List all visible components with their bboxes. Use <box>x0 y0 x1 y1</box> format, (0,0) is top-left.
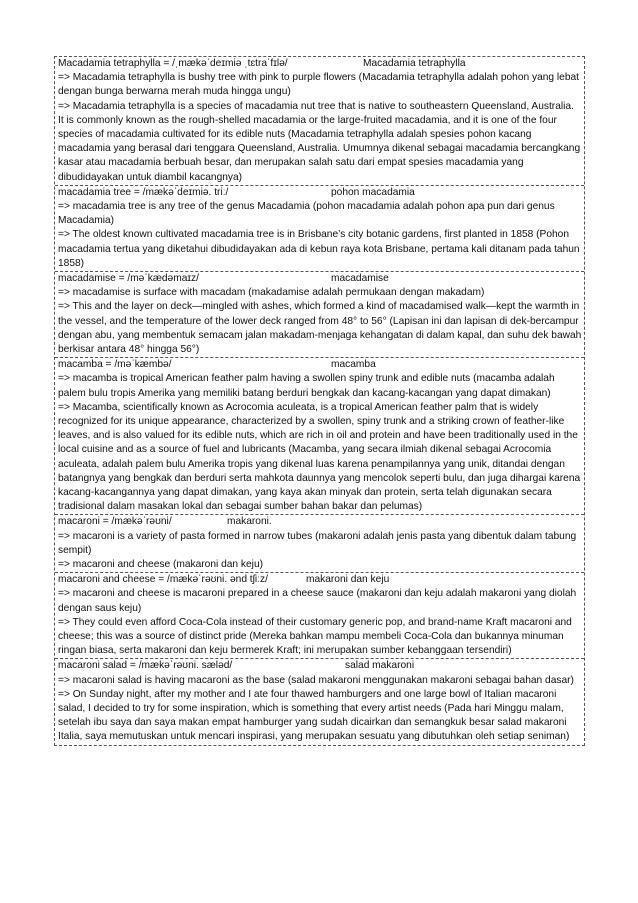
entry-definition: => macaroni is a variety of pasta formed in narrow tubes (makaroni adalah jenis pasta yang dibentuk dalam tabung sempit) <box>58 530 577 556</box>
entry-definition: => Macadamia tetraphylla is bushy tree with pink to purple flowers (Macadamia tetraphylla adalah pohon yang lebat dengan bunga berwarna merah muda hingga ungu) <box>58 72 579 98</box>
entry-macaroni-salad <box>55 659 584 744</box>
entry-header <box>58 272 582 286</box>
entry-example: => They could even afford Coca-Cola instead of their customary generic pop, and brand-name Kraft macaroni and cheese; this was a source of distinct pride (Mereka bahkan mampu membeli Coca-Cola dan bukannya minuman ringan biasa, serta makaroni dan keju bermerek Kraft; ini merupakan sumber kebanggaan tersendiri) <box>58 616 572 657</box>
entry-example: => The oldest known cultivated macadamia tree is in Brisbane’s city botanic gardens, first planted in 1858 (Pohon macadamia tertua yang diketahui dibudidayakan ada di kebun raya kota Brisbane, pertama kali ditanam pada tahun 1858) <box>58 229 580 269</box>
entry-macamba <box>55 358 584 515</box>
entry-macaroni <box>55 515 584 573</box>
entry-definition: => macaroni salad is having macaroni as the base (salad makaroni menggunakan makaroni sebagai bahan dasar) <box>58 674 574 686</box>
entry-translation: makaroni dan keju <box>306 574 390 586</box>
entry-translation: macamba <box>331 359 376 371</box>
entry-header <box>58 515 582 529</box>
entry-term: Macadamia tetraphylla = /ˌmækəˈdeɪmiə ˌtɛtraˈfɪlə/ <box>58 58 288 69</box>
entry-term: macaroni and cheese = /mækəˈrəʊni. ənd tʃiːz/ <box>58 574 268 586</box>
entry-definition: => macadamia tree is any tree of the genus Macadamia (pohon macadamia adalah pohon apa pun dari genus Macadamia) <box>58 201 555 227</box>
entry-macadamia-tree <box>55 186 584 272</box>
entry-translation: pohon macadamia <box>331 186 415 198</box>
entry-header <box>58 57 582 71</box>
entry-term: macaroni salad = /mækəˈrəʊni. sæləd/ <box>58 660 233 672</box>
entry-term: macamba = /məˈkæmbə/ <box>58 359 172 371</box>
entry-header <box>58 358 582 372</box>
entry-macaroni-and-cheese <box>55 573 584 659</box>
entry-definition: => macadamise is surface with macadam (makadamise adalah permukaan dengan makadam) <box>58 287 485 299</box>
entry-macadamise <box>55 272 584 358</box>
entry-example: => This and the layer on deck—mingled with ashes, which formed a kind of macadamised walk—kept the warmth in the vessel, and the temperature of the lower deck ranged from 48° to 56° (Lapisan ini dan lapisan di dek-bercampur dengan abu, yang membentuk semacam jalan makadam-menjaga kehangatan di dalam kapal, dan suhu dek bawah berkisar antara 48° hingga 56°) <box>58 301 582 356</box>
dictionary-document <box>54 56 585 746</box>
entry-header <box>58 659 582 673</box>
entry-header <box>58 573 582 587</box>
entry-translation: Macadamia tetraphylla <box>363 58 466 69</box>
entry-definition: => macaroni and cheese is macaroni prepared in a cheese sauce (makaroni dan keju adalah makaroni yang diolah dengan saus keju) <box>58 588 577 614</box>
entry-translation: salad makaroni <box>345 660 415 672</box>
entry-example: => On Sunday night, after my mother and I ate four thawed hamburgers and one large bowl of Italian macaroni salad, I decided to try for some inspiration, which is something that every artist needs (Pada hari Minggu malam, setelah ibu saya dan saya makan empat hamburger yang sudah dicairkan dan semangkuk besar salad makaroni Italia, saya memutuskan untuk mencari inspirasi, yang merupakan sesuatu yang dibutuhkan oleh setiap seniman) <box>58 688 570 743</box>
entry-translation: makaroni. <box>227 516 272 528</box>
entry-term: macadamise = /məˈkædəmaɪz/ <box>58 273 199 285</box>
entry-example: => Macadamia tetraphylla is a species of macadamia nut tree that is native to southeastern Queensland, Australia. It is commonly known as the rough-shelled macadamia or the large-fruited macadamia, and it is one of the four species of macadamia cultivated for its edible nuts (Macadamia tetraphylla adalah spesies pohon kacang macadamia yang berasal dari tenggara Queensland, Australia. Umumnya dikenal sebagai macadamia bercangkang kasar atau macadamia berbuah besar, dan merupakan salah satu dari empat spesies macadamia yang dibudidayakan untuk diambil kacangnya) <box>58 100 581 183</box>
entry-term: macadamia tree = /mækəˈdeɪmiə. triː/ <box>58 186 229 198</box>
entry-macadamia-tetraphylla <box>55 57 584 186</box>
entry-header <box>58 186 582 200</box>
entry-example: => macaroni and cheese (makaroni dan keju) <box>58 559 263 571</box>
entry-example: => Macamba, scientifically known as Acrocomia aculeata, is a tropical American feather palm that is widely recognized for its unique appearance, characterized by a swollen, spiny trunk and a striking crown of feather-like leaves, and is also valued for its edible nuts, which are rich in oil and protein and have been traditionally used in the local cuisine and as a source of fuel and lubricants (Macamba, yang secara ilmiah dikenal sebagai Acrocomia aculeata, adalah palem bulu Amerika tropis yang dikenal luas karena penampilannya yang unik, ditandai dengan batangnya yang bengkak dan berduri serta mahkota daunnya yang mencolok seperti bulu, dan juga dihargai karena kacang-kacangannya yang dapat dimakan, yang kaya akan minyak dan protein, serta telah digunakan secara tradisional dalam masakan lokal dan sebagai sumber bahan bakar dan pelumas) <box>58 401 581 513</box>
entry-term: macaroni = /mækəˈrəʊni/ <box>58 516 172 528</box>
entry-definition: => macamba is tropical American feather palm having a swollen spiny trunk and edible nuts (macamba adalah palem bulu tropis Amerika yang memiliki batang berduri bengkak dan kacang-kacangan yang dapat dimakan) <box>58 373 555 399</box>
entry-translation: macadamise <box>331 273 389 285</box>
